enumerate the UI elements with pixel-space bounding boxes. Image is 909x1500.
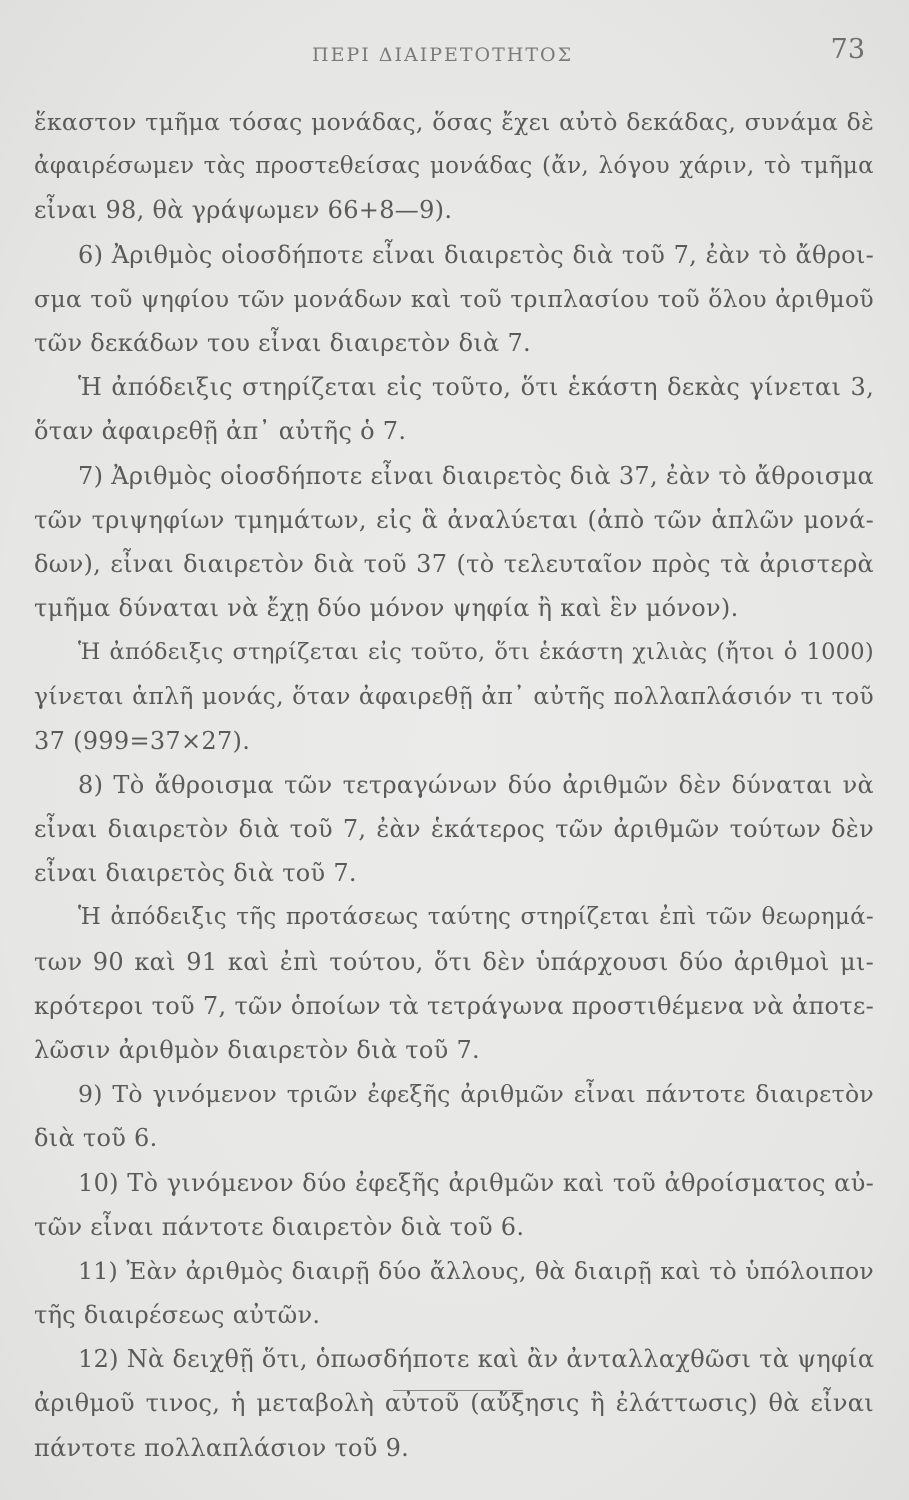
text-line: εἶναι 98, θὰ γράψωμεν 66+8—9). — [34, 196, 453, 225]
text-line: 8) Τὸ ἄθροισμα τῶν τετραγώνων δύο ἀριθμῶν δὲν δύναται νὰ — [78, 770, 874, 799]
text-line: 10) Τὸ γινόμενον δύο ἐφεξῆς ἀριθμῶν καὶ τοῦ ἀθροίσματος αὐ- — [78, 1168, 874, 1197]
text-line: 37 (999=37×27). — [34, 726, 251, 755]
text-line: 12) Νὰ δειχθῇ ὅτι, ὁπωσδήποτε καὶ ἂν ἀνταλλαχθῶσι τὰ ψηφία — [78, 1345, 874, 1374]
text-line: 6) Ἀριθμὸς οἱοσδήποτε εἶναι διαιρετὸς διὰ τοῦ 7, ἐὰν τὸ ἄθροι- — [78, 240, 874, 269]
text-line: γίνεται ἁπλῆ μονάς, ὅταν ἀφαιρεθῇ ἀπ᾽ αὐτῆς πολλαπλάσιόν τι τοῦ — [34, 682, 874, 711]
text-line: τμῆμα δύναται νὰ ἔχῃ δύο μόνον ψηφία ἢ καὶ ἓν μόνον). — [34, 594, 739, 623]
text-line: 9) Τὸ γινόμενον τριῶν ἐφεξῆς ἀριθμῶν εἶναι πάντοτε διαιρετὸν — [78, 1080, 874, 1109]
text-line: Ἡ ἀπόδειξις τῆς προτάσεως ταύτης στηρίζεται ἐπὶ τῶν θεωρημά- — [78, 904, 874, 931]
text-line: 11) Ἐὰν ἀριθμὸς διαιρῇ δύο ἄλλους, θὰ διαιρῇ καὶ τὸ ὑπόλοιπον — [78, 1256, 874, 1285]
text-line: λῶσιν ἀριθμὸν διαιρετὸν διὰ τοῦ 7. — [34, 1035, 480, 1064]
text-line: ὅταν ἀφαιρεθῇ ἀπ᾽ αὐτῆς ὁ 7. — [34, 417, 407, 446]
text-line: τῆς διαιρέσεως αὐτῶν. — [34, 1301, 321, 1330]
text-line: εἶναι διαιρετὸς διὰ τοῦ 7. — [34, 859, 357, 888]
text-line: εἶναι διαιρετὸν διὰ τοῦ 7, ἐὰν ἑκάτερος τῶν ἀριθμῶν τούτων δὲν — [34, 815, 874, 843]
text-line: ἀφαιρέσωμεν τὰς προστεθείσας μονάδας (ἄν, λόγου χάριν, τὸ τμῆμα — [34, 153, 874, 180]
text-line: κρότεροι τοῦ 7, τῶν ὁποίων τὰ τετράγωνα προστιθέμενα νὰ ἀποτε- — [34, 991, 874, 1020]
text-line: διὰ τοῦ 6. — [34, 1124, 158, 1153]
text-line: πάντοτε πολλαπλάσιον τοῦ 9. — [34, 1433, 410, 1462]
footer-rule — [393, 1390, 523, 1391]
text-line: τῶν δεκάδων του εἶναι διαιρετὸν διὰ 7. — [34, 328, 531, 357]
text-line: των 90 καὶ 91 καὶ ἐπὶ τούτου, ὅτι δὲν ὑπάρχουσι δύο ἀριθμοὶ μι- — [34, 947, 874, 976]
text-line: σμα τοῦ ψηφίου τῶν μονάδων καὶ τοῦ τριπλασίου τοῦ ὅλου ἀριθμοῦ — [34, 284, 874, 313]
text-line: 7) Ἀριθμὸς οἱοσδήποτε εἶναι διαιρετὸς διὰ 37, ἐὰν τὸ ἄθροισμα — [78, 461, 874, 490]
body-text — [34, 100, 874, 1470]
text-line: τῶν τριψηφίων τμημάτων, εἰς ἃ ἀναλύεται (ἀπὸ τῶν ἁπλῶν μονά- — [34, 505, 874, 534]
running-title: ΠΕΡΙ ΔΙΑΙΡΕΤΟΤΗΤΟΣ — [312, 44, 574, 66]
text-line: ἀριθμοῦ τινος, ἡ μεταβολὴ αὐτοῦ (αὔξησις ἢ ἐλάττωσις) θὰ εἶναι — [34, 1389, 874, 1418]
text-line: ἕκαστον τμῆμα τόσας μονάδας, ὅσας ἔχει αὐτὸ δεκάδας, συνάμα δὲ — [34, 108, 874, 136]
page-header — [0, 34, 909, 74]
text-line: Ἡ ἀπόδειξις στηρίζεται εἰς τοῦτο, ὅτι ἑκάστη δεκὰς γίνεται 3, — [78, 373, 874, 402]
page-number: 73 — [830, 34, 865, 65]
text-line: δων), εἶναι διαιρετὸν διὰ τοῦ 37 (τὸ τελευταῖον πρὸς τὰ ἀριστερὰ — [34, 549, 874, 578]
text-line: τῶν εἶναι πάντοτε διαιρετὸν διὰ τοῦ 6. — [34, 1212, 525, 1241]
text-line: Ἡ ἀπόδειξις στηρίζεται εἰς τοῦτο, ὅτι ἑκάστη χιλιὰς (ἤτοι ὁ 1000) — [78, 639, 874, 666]
